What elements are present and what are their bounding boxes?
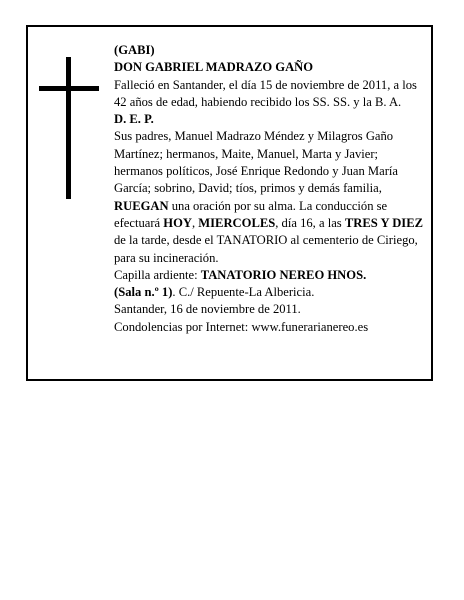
- funeral-paragraph: [114, 198, 424, 267]
- time-rest: de la tarde, desde el TANATORIO al cementerio de Ciriego, para su incineración.: [114, 233, 418, 265]
- capilla-place: TANATORIO NEREO HNOS.: [200, 267, 367, 282]
- nickname: (GABI): [114, 43, 155, 57]
- capilla-label: Capilla ardiente:: [114, 267, 201, 282]
- capilla-line: [114, 267, 424, 284]
- death-line: Falleció en Santander, el día 15 de noviembre de 2011, a los 42 años de edad, habiendo recibido los SS. SS. y la B. A.: [114, 77, 417, 109]
- comma: ,: [191, 215, 199, 230]
- obituary-card: [26, 25, 433, 381]
- ruegan-rest: una oración por su alma. La conducción se efectuará: [114, 198, 388, 230]
- sala: (Sala n.º 1): [114, 285, 173, 300]
- address: . C./ Repuente-La Albericia.: [172, 285, 315, 300]
- obituary-text: [114, 42, 424, 336]
- rip-line: D. E. P.: [114, 112, 154, 127]
- cross-vertical-bar: [66, 57, 71, 199]
- ruegan: RUEGAN: [114, 198, 169, 213]
- hoy: HOY: [163, 215, 192, 230]
- deceased-name: DON GABRIEL MADRAZO GAÑO: [114, 60, 314, 75]
- family-paragraph: Sus padres, Manuel Madrazo Méndez y Milagros Gaño Martínez; hermanos, Maite, Manuel, Marta y Javier; hermanos políticos, José Enrique Redondo y Juan María García; sobrino, David; tíos, primos y demás familia,: [114, 129, 399, 196]
- cross-horizontal-bar: [39, 86, 99, 91]
- condolences-line: Condolencias por Internet: www.funerarianereo.es: [114, 319, 369, 334]
- day-rest: , día 16, a las: [275, 215, 345, 230]
- date-line: Santander, 16 de noviembre de 2011.: [114, 302, 301, 317]
- day: MIERCOLES: [198, 215, 276, 230]
- time: TRES Y DIEZ: [344, 215, 424, 230]
- address-line: [114, 284, 424, 301]
